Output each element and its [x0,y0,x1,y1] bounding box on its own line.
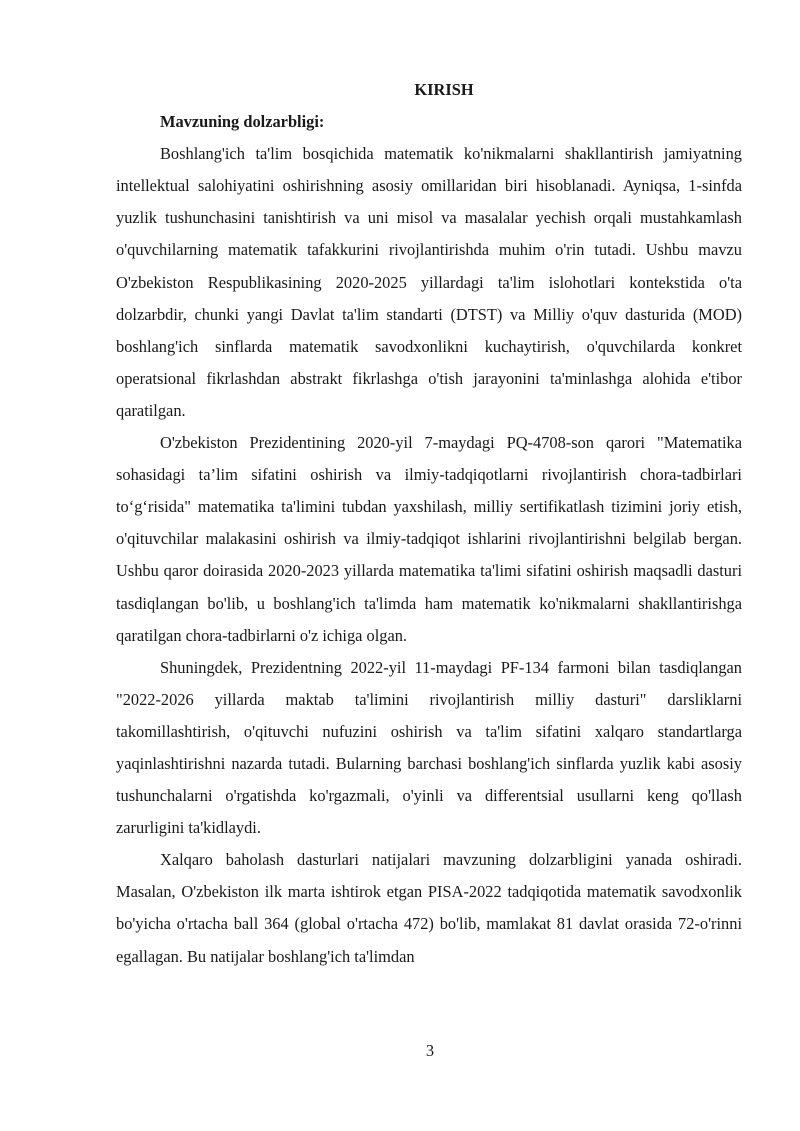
page-number: 3 [425,1041,435,1060]
paragraph-3: Shuningdek, Prezidentning 2022-yil 11-maydagi PF-134 farmoni bilan tasdiqlangan "2022-2026 yillarda maktab ta'limini rivojlantirish milliy dasturi" darsliklarni takomillashtirish, o'qituvchi nufuzini oshirish va ta'lim sifatini xalqaro standartlarga yaqinlashtirishni nazarda tutadi. Bularning barchasi boshlang'ich sinflarda yuzlik kabi asosiy tushunchalarni o'rgatishda ko'rgazmali, o'yinli va differentsial usullarni keng qo'llash zarurligini ta'kidlaydi. [116,657,742,838]
paragraph-4: Xalqaro baholash dasturlari natijalari mavzuning dolzarbligini yanada oshiradi. Masalan, O'zbekiston ilk marta ishtirok etgan PISA-2022 tadqiqotida matematik savodxonlik bo'yicha o'rtacha ball 364 (global o'rtacha 472) bo'lib, mamlakat 81 davlat orasida 72-o'rinni egallagan. Bu natijalar boshlang'ich ta'limdan [116,850,742,966]
paragraph-1: Boshlang'ich ta'lim bosqichida matematik ko'nikmalarni shakllantirish jamiyatning intellektual salohiyatini oshirishning asosiy omillaridan biri hisoblanadi. Ayniqsa, 1-sinfda yuzlik tushunchasini tanishtirish va uni misol va masalalar yechish orqali mustahkamlash o'quvchilarning matematik tafakkurini rivojlantirishda muhim o'rin tutadi. Ushbu mavzu O'zbekiston Respublikasining 2020-2025 yillardagi ta'lim islohotlari kontekstida o'ta dolzarbdir, chunki yangi Davlat ta'lim standarti (DTST) va Milliy o'quv dasturida (MOD) boshlang'ich sinflarda matematik savodxonlikni kuchaytirish, o'quvchilarda konkret operatsional fikrlashdan abstrakt fikrlashga o'tish jarayonini ta'minlashga alohida e'tibor qaratilgan. [116,144,742,420]
document-page [116,74,742,973]
section-heading: Mavzuning dolzarbligi: [160,112,325,132]
page-title: KIRISH [414,80,474,99]
paragraph-2: O'zbekiston Prezidentining 2020-yil 7-maydagi PQ-4708-son qarori "Matematika sohasidagi ta’lim sifatini oshirish va ilmiy-tadqiqotlarni rivojlantirish chora-tadbirlari to‘g‘risida" matematika ta'limini tubdan yaxshilash, milliy sertifikatlash tizimini joriy etish, o'qituvchilar malakasini oshirish va ilmiy-tadqiqot ishlarini rivojlantirishni belgilab bergan. Ushbu qaror doirasida 2020-2023 yillarda matematika ta'limi sifatini oshirish maqsadli dasturi tasdiqlangan bo'lib, u boshlang'ich ta'limda ham matematik ko'nikmalarni shakllantirishga qaratilgan chora-tadbirlarni o'z ichiga olgan. [116,433,742,645]
